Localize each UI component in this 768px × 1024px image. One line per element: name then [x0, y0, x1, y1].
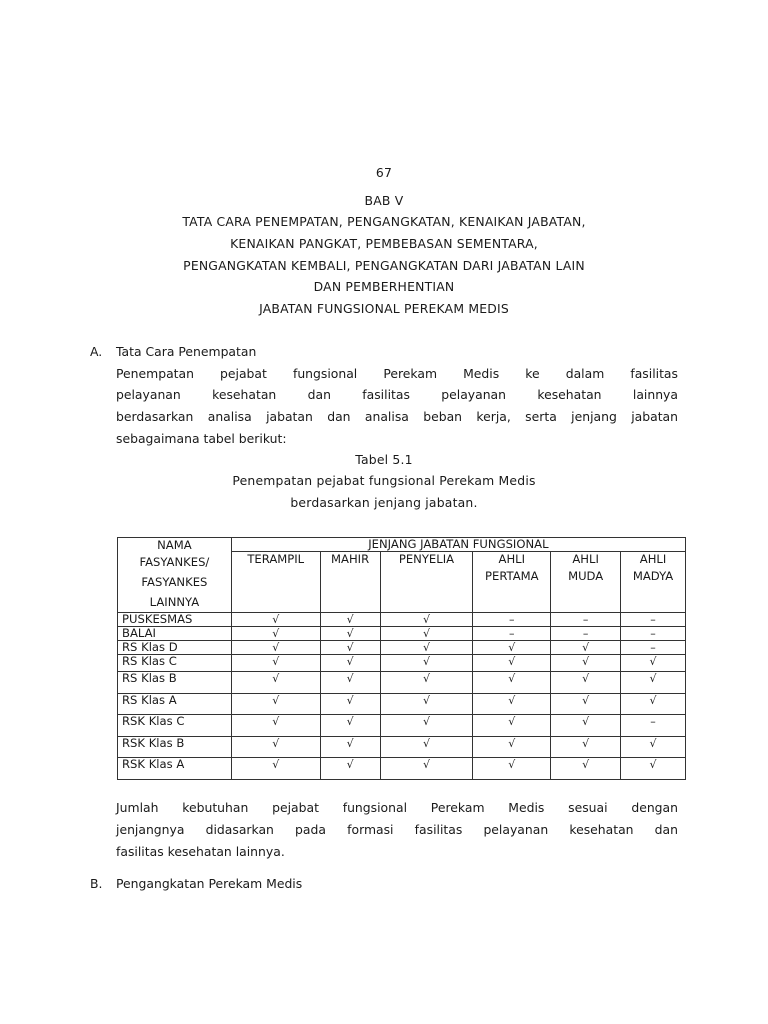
mark-cell: –: [473, 627, 551, 641]
mark-cell: √: [320, 672, 380, 694]
section-b-letter: B.: [90, 876, 103, 891]
mark-cell: √: [320, 694, 380, 715]
mark-cell: –: [621, 627, 686, 641]
mark-cell: √: [380, 641, 473, 655]
mark-cell: √: [380, 758, 473, 780]
row-name: RS Klas B: [118, 672, 232, 694]
mark-cell: √: [231, 627, 320, 641]
closing-paragraph-line-3: fasilitas kesehatan lainnya.: [116, 844, 285, 859]
mark-cell: √: [551, 672, 621, 694]
mark-cell: √: [551, 758, 621, 780]
table-row: [118, 627, 686, 641]
mark-cell: √: [231, 672, 320, 694]
mark-cell: √: [380, 613, 473, 627]
mark-cell: √: [551, 694, 621, 715]
chapter-title-line-2: KENAIKAN PANGKAT, PEMBEBASAN SEMENTARA,: [230, 236, 538, 251]
table-row: [118, 694, 686, 715]
mark-cell: –: [473, 613, 551, 627]
mark-cell: √: [380, 715, 473, 737]
paragraph-line-4: sebagaimana tabel berikut:: [116, 431, 287, 446]
table-row: [118, 758, 686, 780]
mark-cell: √: [380, 694, 473, 715]
mark-cell: √: [380, 737, 473, 758]
mark-cell: √: [473, 672, 551, 694]
mark-cell: –: [621, 715, 686, 737]
page-number: 67: [375, 165, 393, 180]
table-caption-line-1: Penempatan pejabat fungsional Perekam Medis: [232, 473, 536, 488]
mark-cell: √: [231, 655, 320, 672]
chapter-title-line-1: TATA CARA PENEMPATAN, PENGANGKATAN, KENAIKAN JABATAN,: [182, 214, 586, 229]
column-header-terampil: TERAMPIL: [231, 552, 320, 613]
row-name: RS Klas C: [118, 655, 232, 672]
paragraph-line-1: Penempatan pejabat fungsional Perekam Medis ke dalam fasilitas: [116, 366, 678, 381]
mark-cell: –: [621, 613, 686, 627]
mark-cell: √: [320, 715, 380, 737]
closing-paragraph-line-2: jenjangnya didasarkan pada formasi fasilitas pelayanan kesehatan dan: [116, 822, 678, 837]
mark-cell: √: [621, 737, 686, 758]
mark-cell: √: [320, 613, 380, 627]
paragraph-line-2: pelayanan kesehatan dan fasilitas pelayanan kesehatan lainnya: [116, 387, 678, 402]
table-row: [118, 613, 686, 627]
closing-paragraph-line-1: Jumlah kebutuhan pejabat fungsional Perekam Medis sesuai dengan: [116, 800, 678, 815]
row-name: PUSKESMAS: [118, 613, 232, 627]
mark-cell: √: [621, 672, 686, 694]
mark-cell: √: [320, 737, 380, 758]
paragraph-line-3: berdasarkan analisa jabatan dan analisa beban kerja, serta jenjang jabatan: [116, 409, 678, 424]
mark-cell: √: [473, 715, 551, 737]
row-name: BALAI: [118, 627, 232, 641]
mark-cell: √: [621, 655, 686, 672]
mark-cell: √: [473, 758, 551, 780]
row-name: RSK Klas A: [118, 758, 232, 780]
mark-cell: √: [551, 641, 621, 655]
mark-cell: √: [231, 758, 320, 780]
column-header-ahli-madya: AHLI MADYA: [621, 552, 686, 613]
table-row: [118, 672, 686, 694]
section-a-letter: A.: [90, 344, 103, 359]
chapter-title-line-5: JABATAN FUNGSIONAL PEREKAM MEDIS: [259, 301, 509, 316]
mark-cell: √: [231, 715, 320, 737]
mark-cell: √: [621, 694, 686, 715]
placement-table: [117, 537, 686, 780]
name-column-header: NAMA FASYANKES/ FASYANKES LAINNYA: [118, 538, 232, 613]
mark-cell: √: [320, 641, 380, 655]
mark-cell: √: [473, 655, 551, 672]
mark-cell: √: [551, 715, 621, 737]
mark-cell: √: [320, 655, 380, 672]
mark-cell: √: [231, 613, 320, 627]
table-row: [118, 737, 686, 758]
row-name: RSK Klas B: [118, 737, 232, 758]
mark-cell: –: [551, 613, 621, 627]
row-name: RS Klas A: [118, 694, 232, 715]
table-label: Tabel 5.1: [355, 452, 413, 467]
mark-cell: –: [551, 627, 621, 641]
column-header-penyelia: PENYELIA: [380, 552, 473, 613]
mark-cell: √: [473, 641, 551, 655]
row-name: RSK Klas C: [118, 715, 232, 737]
table-row: [118, 641, 686, 655]
mark-cell: √: [320, 758, 380, 780]
mark-cell: √: [380, 672, 473, 694]
table-row: [118, 655, 686, 672]
mark-cell: √: [231, 694, 320, 715]
table-row: [118, 715, 686, 737]
mark-cell: √: [621, 758, 686, 780]
column-header-ahli-pertama: AHLI PERTAMA: [473, 552, 551, 613]
column-header-mahir: MAHIR: [320, 552, 380, 613]
mark-cell: √: [473, 737, 551, 758]
column-header-ahli-muda: AHLI MUDA: [551, 552, 621, 613]
section-b-title: Pengangkatan Perekam Medis: [116, 876, 303, 891]
mark-cell: √: [551, 737, 621, 758]
chapter-title-line-4: DAN PEMBERHENTIAN: [313, 279, 455, 294]
chapter-title-line-3: PENGANGKATAN KEMBALI, PENGANGKATAN DARI JABATAN LAIN: [183, 258, 585, 273]
mark-cell: √: [231, 737, 320, 758]
mark-cell: √: [231, 641, 320, 655]
section-a-title: Tata Cara Penempatan: [116, 344, 257, 359]
mark-cell: √: [320, 627, 380, 641]
table-caption-line-2: berdasarkan jenjang jabatan.: [290, 495, 478, 510]
mark-cell: √: [551, 655, 621, 672]
mark-cell: √: [380, 655, 473, 672]
group-column-header: JENJANG JABATAN FUNGSIONAL: [231, 538, 685, 552]
chapter-label: BAB V: [364, 193, 404, 208]
mark-cell: √: [473, 694, 551, 715]
mark-cell: –: [621, 641, 686, 655]
mark-cell: √: [380, 627, 473, 641]
row-name: RS Klas D: [118, 641, 232, 655]
